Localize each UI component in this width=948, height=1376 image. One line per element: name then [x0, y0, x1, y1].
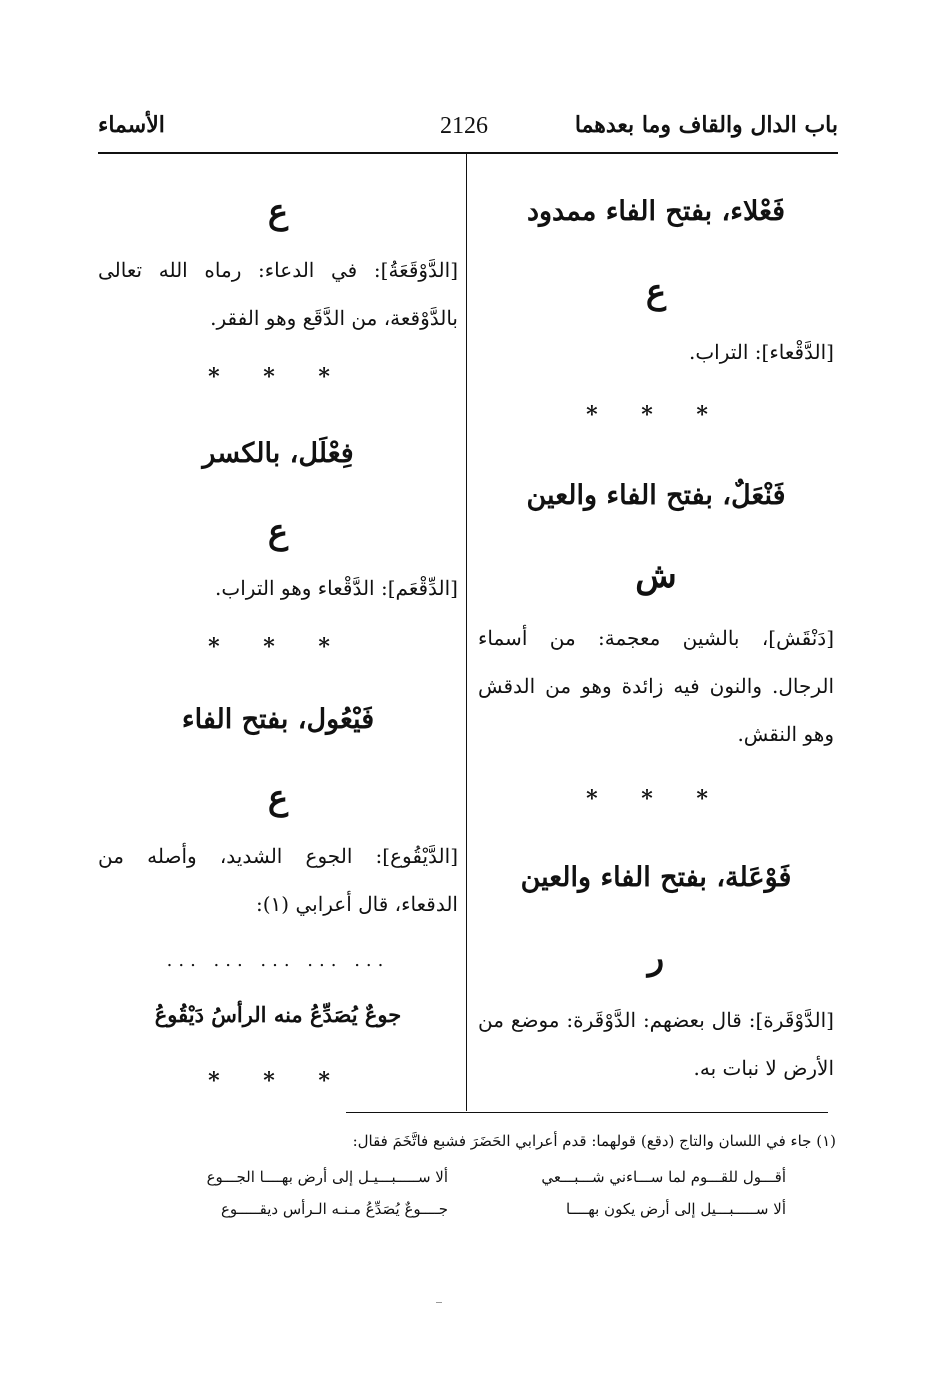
- entry-paragraph: [الدَّوْقَرة]: قال بعضهم: الدَّوْقَرة: موضع من الأرض لا نبات به.: [478, 1008, 834, 1080]
- entry-paragraph: [الدَّقْعاء]: التراب.: [688, 340, 834, 364]
- section-title: باب الدال والقاف وما بعدهما: [574, 112, 838, 138]
- page-mark: [436, 1302, 442, 1303]
- section-separator: * * *: [208, 634, 348, 660]
- footnote-verse-hemistich: جــــوعٌ يُصَدِّعُ مـنـه الـرأس ديقـــــوع: [220, 1200, 448, 1218]
- page-number: 2126: [440, 113, 488, 139]
- section-separator: * * *: [586, 786, 726, 812]
- section-separator: * * *: [208, 364, 348, 390]
- header-rule: [98, 152, 838, 154]
- entry-paragraph: [الدِّقْعَم]: الدَّقْعاء وهو التراب.: [215, 576, 458, 600]
- poetry-verse: جوعٌ يُصَدِّعُ منه الرأسُ دَيْقُوعُ: [154, 1002, 402, 1027]
- footnote-verse-hemistich: أقـــول للقـــوم لما ســـاءني شـــبـــعي: [541, 1168, 786, 1186]
- root-letter: ع: [267, 512, 289, 552]
- entry-paragraph: [الدَّوْقَعَةُ]: في الدعاء: رماه الله تعالى بالدَّوْقعة، من الدَّقَع وهو الفقر.: [98, 258, 458, 330]
- root-letter: ش: [635, 556, 677, 596]
- pattern-heading: فَيْعُول، بفتح الفاء: [181, 704, 375, 735]
- entry-paragraph: [الدَّيْقُوع]: الجوع الشديد، وأصله من الدقعاء، قال أعرابي (١):: [98, 844, 458, 916]
- root-letter: ع: [645, 272, 667, 312]
- category-label: الأسماء: [98, 112, 165, 138]
- section-separator: * * *: [208, 1068, 348, 1094]
- pattern-heading: فَعْلاء، بفتح الفاء ممدود: [526, 196, 786, 227]
- verse-ellipsis: ... ... ... ... ...: [166, 950, 390, 971]
- root-letter: ع: [267, 192, 289, 232]
- entry-paragraph: [دَنْقَش]، بالشين معجمة: من أسماء الرجال. والنون فيه زائدة وهو من الدقش وهو النقش.: [478, 626, 834, 746]
- pattern-heading: فَوْعَلة، بفتح الفاء والعين: [520, 862, 792, 893]
- column-divider: [466, 153, 467, 1111]
- footnote-text: (١) جاء في اللسان والتاج (دقع) قولهما: قدم أعرابي الحَضَرَ فشبع فاتَّخَمَ فقال:: [352, 1132, 836, 1150]
- root-letter: ر: [647, 938, 665, 978]
- footnote-verse-hemistich: ألا ســـــبـــيل إلى أرض يكون بهــــا: [566, 1200, 786, 1218]
- root-letter: ع: [267, 778, 289, 818]
- pattern-heading: فَنْعَلٌ، بفتح الفاء والعين: [526, 480, 786, 511]
- footnote-rule: [346, 1112, 828, 1113]
- footnote-verse-hemistich: ألا ســـــبـــيـل إلى أرض بهــــا الجـــوع: [206, 1168, 448, 1186]
- section-separator: * * *: [586, 402, 726, 428]
- pattern-heading: فِعْلَل، بالكسر: [202, 438, 354, 469]
